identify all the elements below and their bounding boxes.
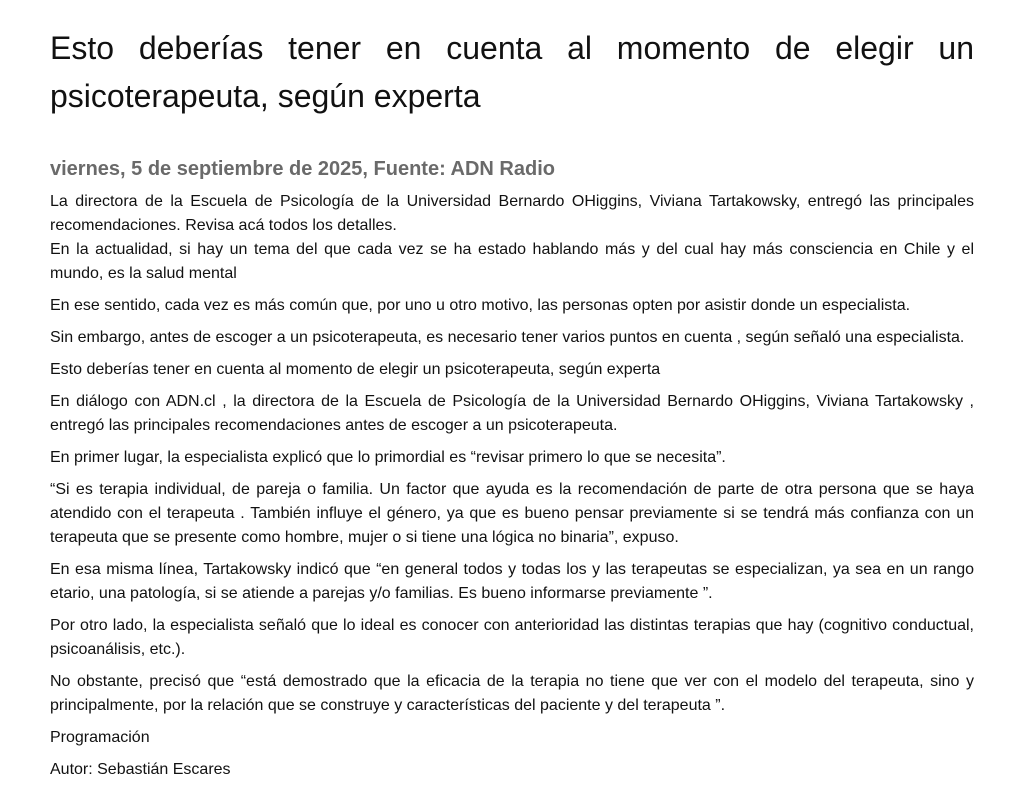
article-paragraph: Esto deberías tener en cuenta al momento de elegir un psicoterapeuta, según experta (50, 361, 661, 378)
article-section-label: Programación (50, 729, 150, 746)
article-title: Esto deberías tener en cuenta al momento de elegir un psicoterapeuta, según experta (50, 30, 974, 114)
article-paragraph: En ese sentido, cada vez es más común que, por uno u otro motivo, las personas opten por asistir donde un especialista. (50, 297, 911, 314)
article-summary: La directora de la Escuela de Psicología de la Universidad Bernardo OHiggins, Viviana Tartakowsky, entregó las principales recomendaciones. Revisa acá todos los detalles. (50, 193, 974, 234)
article (50, 24, 974, 790)
article-paragraph: En primer lugar, la especialista explicó que lo primordial es “revisar primero lo que se necesita”. (50, 449, 726, 466)
article-author: Autor: Sebastián Escares (50, 761, 231, 778)
article-paragraph: Sin embargo, antes de escoger a un psicoterapeuta, es necesario tener varios puntos en cuenta , según señaló una especialista. (50, 329, 965, 346)
article-paragraph: Por otro lado, la especialista señaló que lo ideal es conocer con anterioridad las distintas terapias que hay (cognitivo conductual, psicoanálisis, etc.). (50, 617, 974, 658)
article-paragraph: En esa misma línea, Tartakowsky indicó que “en general todos y todas los y las terapeutas se especializan, ya sea en un rango etario, una patología, si se atiende a parejas y/o familias. Es bueno informarse previamente ”. (50, 561, 974, 602)
article-paragraph: No obstante, precisó que “está demostrado que la eficacia de la terapia no tiene que ver con el modelo del terapeuta, sino y principalmente, por la relación que se construye y características del paciente y del terapeuta ”. (50, 673, 974, 714)
article-paragraph: En diálogo con ADN.cl , la directora de la Escuela de Psicología de la Universidad Bernardo OHiggins, Viviana Tartakowsky , entregó las principales recomendaciones antes de escoger a un psicoterapeuta. (50, 393, 974, 434)
article-paragraph: En la actualidad, si hay un tema del que cada vez se ha estado hablando más y del cual hay más consciencia en Chile y el mundo, es la salud mental (50, 241, 974, 282)
article-paragraph: “Si es terapia individual, de pareja o familia. Un factor que ayuda es la recomendación de parte de otra persona que se haya atendido con el terapeuta . También influye el género, ya que es bueno pensar previamente si se tendrá más confianza con un terapeuta que se presente como hombre, mujer o si tiene una lógica no binaria”, expuso. (50, 481, 974, 546)
article-date-source: viernes, 5 de septiembre de 2025, Fuente: ADN Radio (50, 158, 555, 180)
